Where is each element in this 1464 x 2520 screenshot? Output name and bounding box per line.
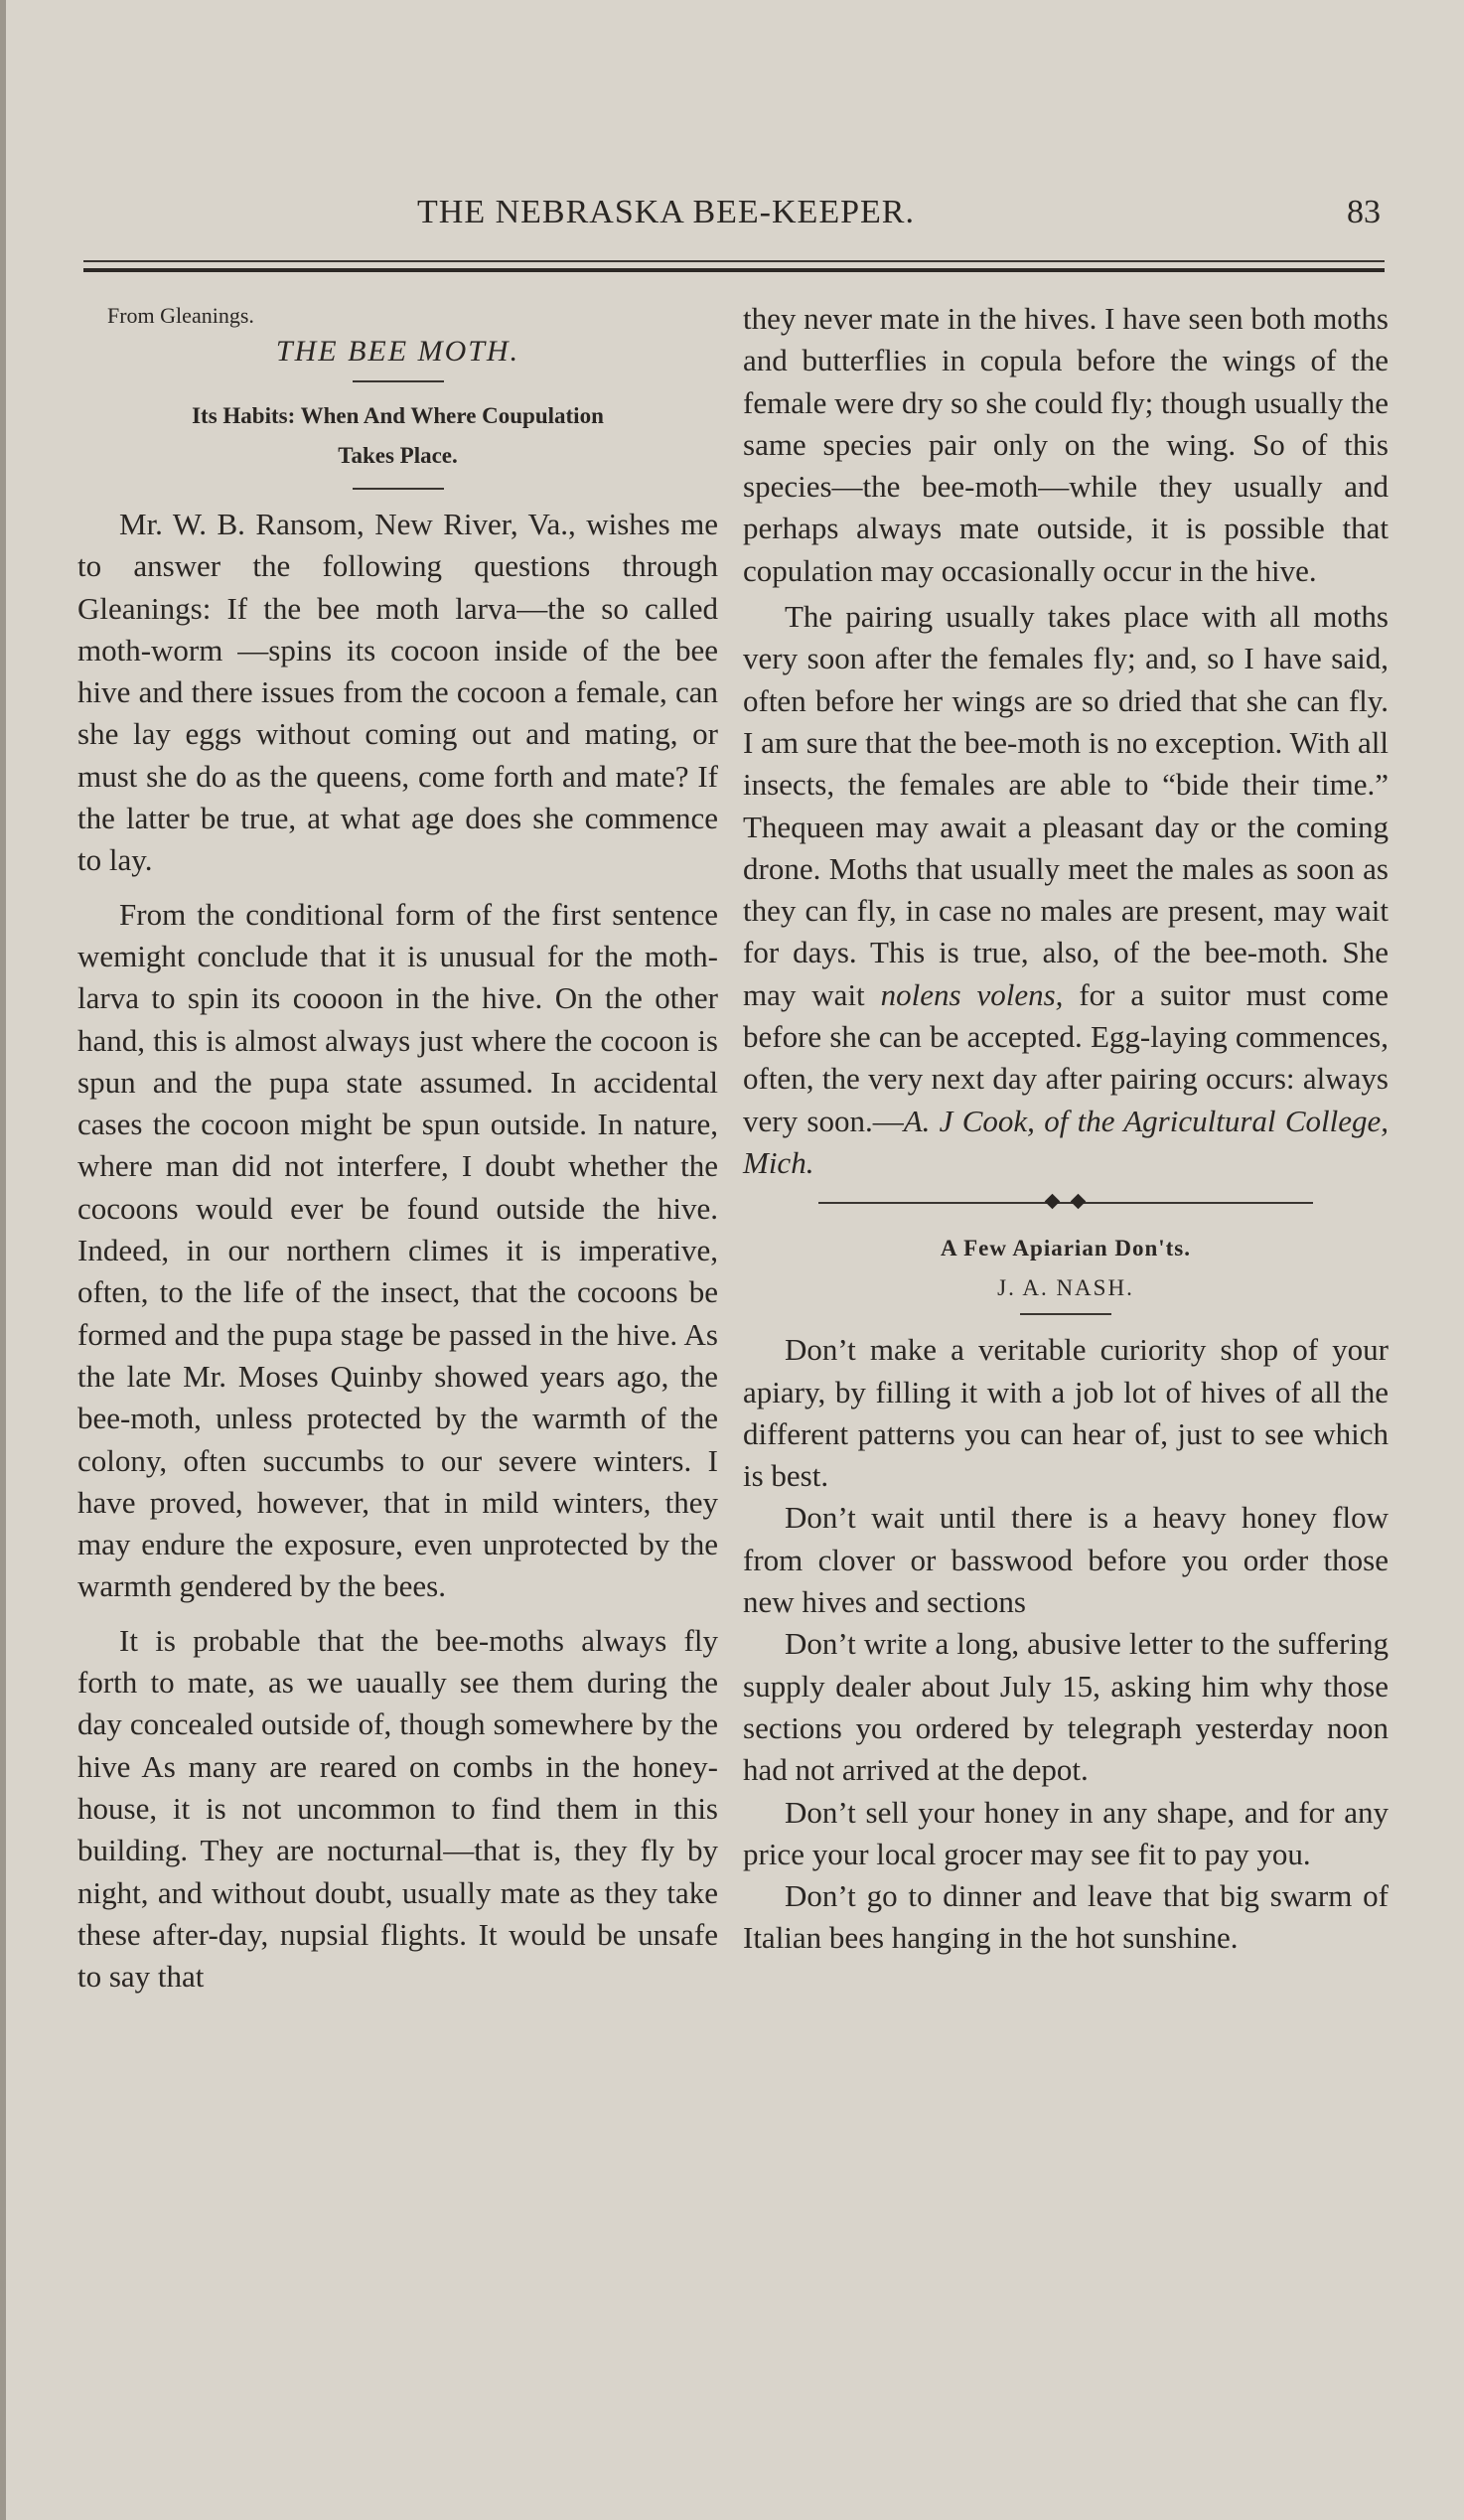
dont-item: Don’t go to dinner and leave that big swarm of Italian bees hanging in the hot sunshine. — [743, 1878, 1389, 1956]
dont-item: Don’t make a veritable curiority shop of your apiary, by filling it with a job lot of hives of all the different patterns you can hear of, just to see which is best. — [743, 1332, 1389, 1494]
page-header — [79, 194, 1391, 243]
page-edge — [0, 0, 6, 2520]
paragraph-4-text: The pairing usually takes place with all moths very soon after the females fly; and, so I have said, often before her wings are so dried that she can fly. I am sure that the bee-moth is no exception. With all insects, the females are able to “bide their time.” Thequeen may await a pleasant day or the coming drone. Moths that usually meet the males as soon as they can fly, in case no males are present, may wait for days. This is true, also, of the bee-moth. She may wait — [743, 599, 1389, 1012]
subtitle-line-1: Its Habits: When And Where Coupulation — [192, 403, 604, 428]
latin-phrase: nolens volens, — [880, 976, 1064, 1012]
header-rule-thick — [83, 268, 1385, 272]
article-divider — [818, 1192, 1313, 1214]
right-column — [743, 298, 1389, 1960]
article-subtitle — [77, 396, 718, 476]
title-rule — [353, 380, 444, 382]
dont-item: Don’t sell your honey in any shape, and for any price your local grocer may see fit to pay you. — [743, 1794, 1389, 1871]
paragraph-3: It is probable that the bee-moths always fly forth to mate, as we uaually see them during the day concealed outside of, though somewhere by the hive As many are reared on combs in the honey-house, it is not uncommon to find them in this building. They are nocturnal—that is, they fly by night, and without doubt, usually mate as they take these after-day, nupsial flights. It would be unsafe to say that — [77, 1622, 718, 1995]
divider-ornament — [1045, 1194, 1061, 1210]
dont-item: Don’t write a long, abusive letter to the suffering supply dealer about July 15, asking him why those sections you ordered by telegraph yesterday noon had not arrived at the depot. — [743, 1626, 1389, 1788]
paragraph-4-tail: for a suitor must come before she can be accepted. Egg-laying commences, often, the very next day after pairing occurs: always very soon.— — [743, 976, 1390, 1138]
article-title: THE BEE MOTH. — [275, 335, 520, 368]
signature: A. J Cook, of the Agricultural College, Mich. — [743, 1103, 1389, 1180]
paragraph-2: From the conditional form of the first sentence wemight conclude that it is unusual for the moth-larva to spin its coooon in the hive. On the other hand, this is almost always just where the cocoon is spun and the pupa state assumed. In accidental cases the cocoon might be spun outside. In nature, where man did not interfere, I doubt whether the cocoons would ever be found outside the hive. Indeed, in our northern climes it is imperative, often, to the life of the insect, that the cocoons be formed and the pupa stage be passed in the hive. As the late Mr. Moses Quinby showed years ago, the bee-moth, unless protected by the warmth of the colony, often succumbs to our severe winters. I have proved, however, that in mild winters, they may endure the exposure, even unprotected by the warmth gendered by the bees. — [77, 896, 718, 1604]
second-article-title: A Few Apiarian Don'ts. — [940, 1236, 1192, 1261]
article-source: From Gleanings. — [107, 303, 254, 328]
dont-item: Don’t wait until there is a heavy honey flow from clover or basswood before you order those new hives and sections — [743, 1500, 1389, 1620]
header-rule — [83, 260, 1385, 262]
page-number: 83 — [1347, 194, 1381, 230]
author-rule — [1020, 1313, 1111, 1315]
left-column — [77, 293, 718, 1998]
paragraph-3-continued: they never mate in the hives. I have seen both moths and butterflies in copula before the wings of the female were dry so she could fly; though usually the same species pair only on the wing. So of this species—the bee-moth—while they usually and perhaps always mate outside, it is possible that copulation may occasionally occur in the hive. — [743, 301, 1389, 588]
divider-ornament — [1071, 1194, 1087, 1210]
paragraph-4 — [743, 596, 1389, 1184]
second-article-author: J. A. NASH. — [997, 1275, 1134, 1301]
running-title: THE NEBRASKA BEE-KEEPER. — [417, 194, 915, 230]
subtitle-line-2: Takes Place. — [338, 443, 458, 468]
subtitle-rule — [353, 488, 444, 490]
paragraph-1: Mr. W. B. Ransom, New River, Va., wishes me to answer the following questions through Gleanings: If the bee moth larva—the so called moth-worm —spins its cocoon inside of the bee hive and there issues from the cocoon a female, can she lay eggs without coming out and mating, or must she do as the queens, come forth and mate? If the latter be true, at what age does she commence to lay. — [77, 507, 718, 878]
